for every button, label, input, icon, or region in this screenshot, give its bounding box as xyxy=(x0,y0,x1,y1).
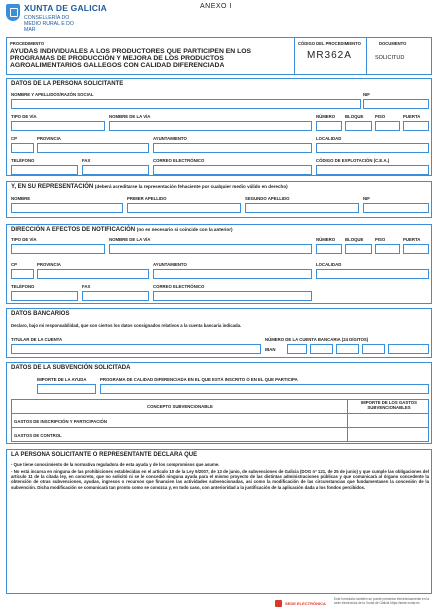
field-label: NÚMERO xyxy=(316,237,336,242)
not-localidad-input[interactable] xyxy=(316,269,429,279)
not-correo-input[interactable] xyxy=(153,291,312,301)
field-label: PISO xyxy=(375,114,386,119)
procedure-cell xyxy=(7,38,295,74)
nombre-input[interactable] xyxy=(11,99,361,109)
declaration-item: - No está incursa en ninguna de las prohibiciones establecidas en el artículo 10 de la Ley 9/2007, de 13 de junio, de subvenciones de Galicia (DOG nº 121, de 25 de junio) y que cumple las obligaciones del artículo 11 de la citada ley, en concreto, que no solicitó ni se le concedió ninguna ayuda para el mismo proyecto de las distintas administraciones públicas y que comunicará al órgano concedente la obtención de otras subvenciones, ayudas, ingresos o recursos que financien las actividades subvencionadas, así como la modificación de las circunstancias que fundamentasen la concesión de la subvención. Dicha modificación se comunicará tan pronto como se conozca y, en todo caso, con anterioridad a la justificación de la aplicación dada a los fondos percibidos. xyxy=(11,469,429,490)
not-numero-input[interactable] xyxy=(316,244,342,254)
conselleria-name: CONSELLERÍA DO MEDIO RURAL E DO MAR xyxy=(24,15,74,34)
field-label: FAX xyxy=(82,158,91,163)
field-label: BLOQUE xyxy=(345,114,364,119)
procedure-text: AYUDAS INDIVIDUALES A LOS PRODUCTORES QUE PARTICIPEN EN LOS PROGRAMAS DE PRODUCCIÓN Y MEJORA DE LOS PRODUCTOS AGROALIMENTARIOS GALLEGOS CON CALIDAD DIFERENCIADA xyxy=(10,48,252,70)
procedure-box xyxy=(6,37,432,75)
titular-input[interactable] xyxy=(11,344,261,354)
not-piso-input[interactable] xyxy=(375,244,400,254)
field-label: TIPO DE VÍA xyxy=(11,114,37,119)
rep-apellido2-input[interactable] xyxy=(245,203,359,213)
bloque-input[interactable] xyxy=(345,121,372,131)
field-label: IMPORTE DE LA AYUDA xyxy=(37,377,87,382)
section-title: DATOS DE LA PERSONA SOLICITANTE xyxy=(11,81,124,87)
document-cell xyxy=(367,38,432,74)
not-provincia-input[interactable] xyxy=(37,269,149,279)
procedure-label: PROCEDIMENTO xyxy=(10,41,45,46)
footer-brand: SEDE ELECTRÓNICA xyxy=(285,601,326,606)
table-divider xyxy=(347,399,348,442)
cp-input[interactable] xyxy=(11,143,34,153)
entidad-input[interactable] xyxy=(310,344,333,354)
gastos-inscripcion-input[interactable] xyxy=(349,415,427,425)
field-label: NOMBRE xyxy=(11,196,31,201)
field-label: PISO xyxy=(375,237,386,242)
page-header xyxy=(0,0,439,38)
field-label: PROGRAMA DE CALIDAD DIFERENCIADA EN EL QUE ESTÁ INSCRITO O EN EL QUE PARTICIPA xyxy=(100,377,298,382)
field-label: TELÉFONO xyxy=(11,158,35,163)
not-cp-input[interactable] xyxy=(11,269,34,279)
field-label: CP xyxy=(11,136,17,141)
dc-input[interactable] xyxy=(362,344,385,354)
annex-label: ANEXO I xyxy=(200,3,232,10)
nombre-via-input[interactable] xyxy=(109,121,312,131)
field-label: CÓDIGO DE EXPLOTACIÓN (C.E.A.) xyxy=(316,158,390,163)
rep-nif-input[interactable] xyxy=(363,203,429,213)
importe-input[interactable] xyxy=(37,384,96,394)
rep-nombre-input[interactable] xyxy=(11,203,123,213)
field-label: TELÉFONO xyxy=(11,284,35,289)
section-title: DATOS BANCARIOS xyxy=(11,311,70,317)
xunta-shield-icon xyxy=(6,4,20,21)
table-row-label: GASTOS DE INSCRIPCIÓN Y PARTICIPACIÓN xyxy=(14,419,107,424)
table-header-importe: IMPORTE DE LOS GASTOS SUBVENCIONABLES xyxy=(360,400,418,411)
field-label: NOMBRE Y APELLIDOS/RAZÓN SOCIAL xyxy=(11,92,94,97)
tipo-via-input[interactable] xyxy=(11,121,105,131)
not-bloque-input[interactable] xyxy=(345,244,372,254)
field-label: NOMBRE DE LA VÍA xyxy=(109,114,151,119)
field-label: NÚMERO xyxy=(316,114,336,119)
field-label: NOMBRE DE LA VÍA xyxy=(109,237,151,242)
sede-electronica-icon xyxy=(275,600,282,607)
field-label: PUERTA xyxy=(403,114,421,119)
field-label: LOCALIDAD xyxy=(316,136,342,141)
nif-input[interactable] xyxy=(363,99,429,109)
field-label: FAX xyxy=(82,284,91,289)
section-title: Y, EN SU REPRESENTACIÓN (deberá acreditarse la representación fehaciente por cualquier medio válido en derecho) xyxy=(11,184,288,190)
procedure-code-cell xyxy=(295,38,367,74)
field-label: NIF xyxy=(363,92,370,97)
section-title: LA PERSONA SOLICITANTE O REPRESENTANTE DECLARA QUE xyxy=(11,452,198,458)
field-label: PUERTA xyxy=(403,237,421,242)
field-label: SEGUNDO APELLIDO xyxy=(245,196,290,201)
not-fax-input[interactable] xyxy=(82,291,149,301)
cuenta-input[interactable] xyxy=(388,344,429,354)
not-telefono-input[interactable] xyxy=(11,291,78,301)
footer-note: Este formulario también se puede presentar electrónicamente en la sede electrónica de la Xunta de Galicia https://sede.xunta.es xyxy=(334,597,429,605)
iban-input[interactable] xyxy=(287,344,307,354)
localidad-input[interactable] xyxy=(316,143,429,153)
field-label: BLOQUE xyxy=(345,237,364,242)
table-row-label: GASTOS DE CONTROL xyxy=(14,433,62,438)
section-bancarios xyxy=(6,308,432,358)
correo-input[interactable] xyxy=(153,165,312,175)
document-type: SOLICITUD xyxy=(375,55,405,61)
field-label: CP xyxy=(11,262,17,267)
table-divider xyxy=(11,413,429,414)
table-header-concepto: CONCEPTO SUBVENCIONABLE xyxy=(147,404,213,409)
declaration-item: - Que tiene conocimiento de la normativa reguladora de esta ayuda y de los compromisos que asume. xyxy=(11,462,220,467)
procedure-code: MR362A xyxy=(307,50,352,61)
field-label: TIPO DE VÍA xyxy=(11,237,37,242)
section-declara xyxy=(6,449,432,594)
section-notificacion xyxy=(6,224,432,304)
not-nombre-via-input[interactable] xyxy=(109,244,312,254)
xunta-logo-title: XUNTA DE GALICIA xyxy=(24,3,108,13)
field-label: AYUNTAMIENTO xyxy=(153,136,187,141)
telefono-input[interactable] xyxy=(11,165,78,175)
programa-input[interactable] xyxy=(100,384,429,394)
not-puerta-input[interactable] xyxy=(403,244,429,254)
field-label: CORREO ELECTRÓNICO xyxy=(153,284,205,289)
rep-apellido1-input[interactable] xyxy=(127,203,241,213)
document-label: DOCUMENTO xyxy=(379,41,407,46)
gastos-control-input[interactable] xyxy=(349,429,427,440)
field-label: LOCALIDAD xyxy=(316,262,342,267)
field-label: PROVINCIA xyxy=(37,262,61,267)
fax-input[interactable] xyxy=(82,165,149,175)
field-label: PRIMER APELLIDO xyxy=(127,196,167,201)
not-ayuntamiento-input[interactable] xyxy=(153,269,312,279)
section-solicitante xyxy=(6,78,432,176)
field-label: TITULAR DE LA CUENTA xyxy=(11,337,63,342)
provincia-input[interactable] xyxy=(37,143,149,153)
cod-explotacion-input[interactable] xyxy=(316,165,429,175)
sucursal-input[interactable] xyxy=(336,344,359,354)
field-label: PROVINCIA xyxy=(37,136,61,141)
field-label: NÚMERO DE LA CUENTA BANCARIA (24 DÍGITOS) xyxy=(265,337,369,342)
ayuntamiento-input[interactable] xyxy=(153,143,312,153)
bank-declaration: Declaro, bajo mi responsabilidad, que son ciertos los datos consignados relativos a la cuenta bancaria indicada. xyxy=(11,323,242,328)
procedure-code-label: CÓDIGO DEL PROCEDIMIENTO xyxy=(298,41,361,46)
field-label: NIF xyxy=(363,196,370,201)
not-tipo-via-input[interactable] xyxy=(11,244,105,254)
piso-input[interactable] xyxy=(375,121,400,131)
section-subvencion xyxy=(6,362,432,444)
section-title: DIRECCIÓN A EFECTOS DE NOTIFICACIÓN (no es necesario si coincide con la anterior) xyxy=(11,227,233,233)
field-label: CORREO ELECTRÓNICO xyxy=(153,158,205,163)
numero-input[interactable] xyxy=(316,121,342,131)
section-title: DATOS DE LA SUBVENCIÓN SOLICITADA xyxy=(11,365,131,371)
field-label: AYUNTAMIENTO xyxy=(153,262,187,267)
table-divider xyxy=(11,427,429,428)
section-representacion xyxy=(6,181,432,218)
iban-label: IBAN xyxy=(265,347,276,352)
puerta-input[interactable] xyxy=(403,121,429,131)
